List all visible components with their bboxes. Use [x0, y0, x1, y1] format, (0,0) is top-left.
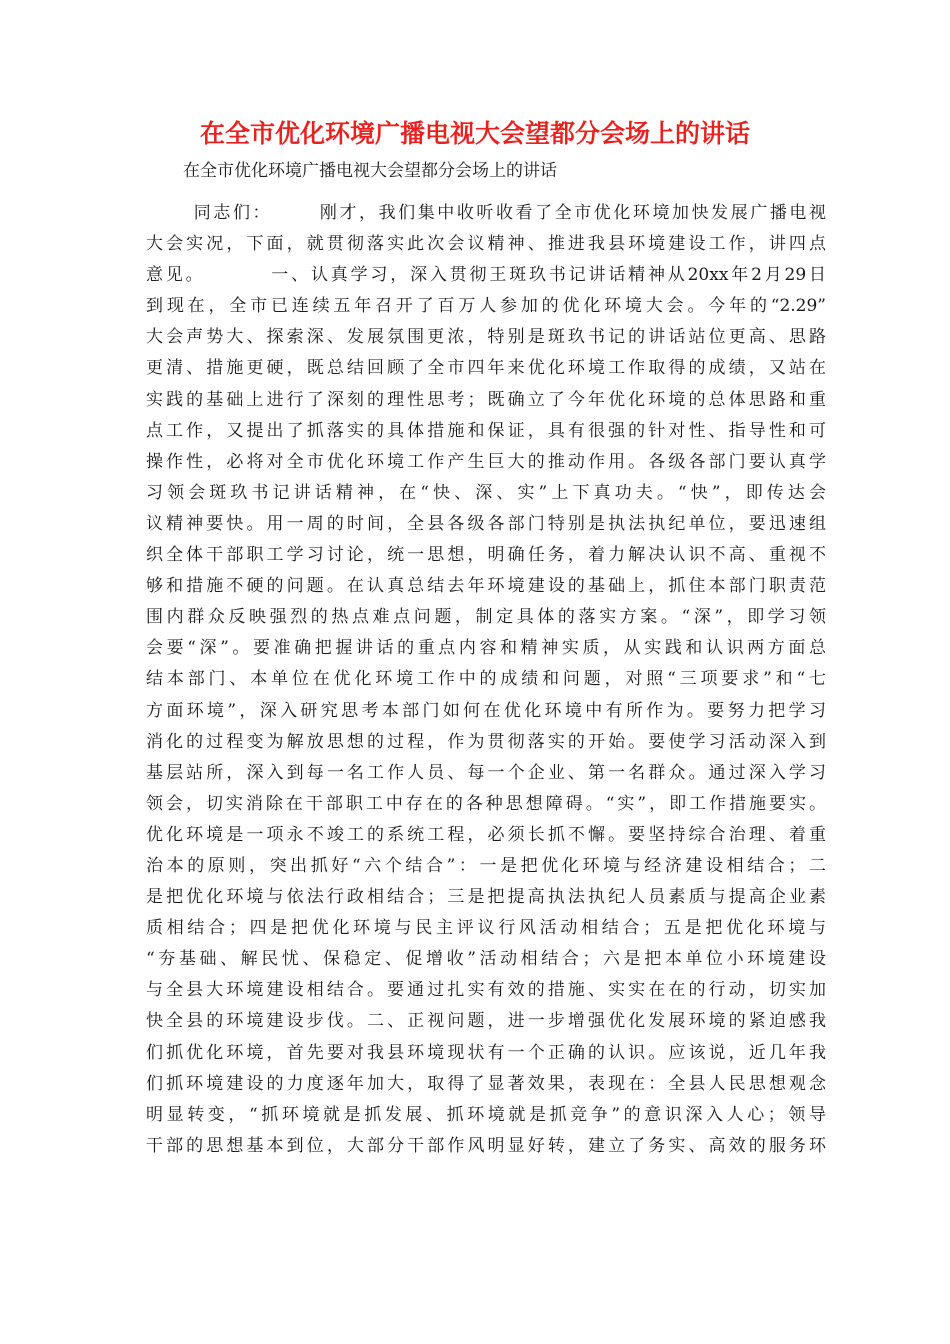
body-line: 领会，切实消除在干部职工中存在的各种思想障碍。“实”，即工作措施要实。: [146, 793, 826, 814]
body-line: 质相结合；四是把优化环境与民主评议行风活动相结合；五是把优化环境与: [146, 918, 826, 939]
body-line: 消化的过程变为解放思想的过程，作为贯彻落实的开始。要使学习活动深入到: [146, 731, 826, 752]
body-line: 议精神要快。用一周的时间，全县各级各部门特别是执法执纪单位，要迅速组: [146, 513, 826, 534]
body-line: 会要“深”。要准确把握讲话的重点内容和精神实质，从实践和认识两方面总: [146, 638, 826, 659]
body-line: 是把优化环境与依法行政相结合；三是把提高执法执纪人员素质与提高企业素: [146, 887, 826, 908]
body-line: “夯基础、解民忧、保稳定、促增收”活动相结合；六是把本单位小环境建设: [146, 949, 826, 970]
body-line: 织全体干部职工学习讨论，统一思想，明确任务，着力解决认识不高、重视不: [146, 545, 826, 566]
body-line: 到现在，全市已连续五年召开了百万人参加的优化环境大会。今年的“2.29”: [146, 296, 826, 317]
body-line: 优化环境是一项永不竣工的系统工程，必须长抓不懈。要坚持综合治理、着重: [146, 824, 826, 845]
document-subtitle: 在全市优化环境广播电视大会望都分会场上的讲话: [183, 161, 557, 181]
body-line: 同志们： 刚才，我们集中收听收看了全市优化环境加快发展广播电视: [146, 203, 826, 223]
body-line: 意见。 一、认真学习，深入贯彻王斑玖书记讲话精神从20xx年2月29日: [146, 265, 826, 286]
body-line: 习领会斑玖书记讲话精神，在“快、深、实”上下真功夫。“快”，即传达会: [146, 482, 826, 503]
body-line: 们抓环境建设的力度逐年加大，取得了显著效果，表现在：全县人民思想观念: [146, 1073, 826, 1094]
document-title: 在全市优化环境广播电视大会望都分会场上的讲话: [199, 119, 750, 148]
body-line: 治本的原则，突出抓好“六个结合”：一是把优化环境与经济建设相结合；二: [146, 855, 826, 876]
body-line: 基层站所，深入到每一名工作人员、每一个企业、第一名群众。通过深入学习: [146, 762, 826, 783]
body-line: 干部的思想基本到位，大部分干部作风明显好转，建立了务实、高效的服务环: [146, 1135, 826, 1156]
body-line: 操作性，必将对全市优化环境工作产生巨大的推动作用。各级各部门要认真学: [146, 451, 826, 472]
body-line: 与全县大环境建设相结合。要通过扎实有效的措施、实实在在的行动，切实加: [146, 980, 826, 1001]
body-line: 大会实况，下面，就贯彻落实此次会议精神、推进我县环境建设工作，讲四点: [146, 234, 826, 255]
body-line: 围内群众反映强烈的热点难点问题，制定具体的落实方案。“深”，即学习领: [146, 607, 826, 628]
body-line: 实践的基础上进行了深刻的理性思考；既确立了今年优化环境的总体思路和重: [146, 389, 826, 410]
body-line: 快全县的环境建设步伐。二、正视问题，进一步增强优化发展环境的紧迫感我: [146, 1011, 826, 1032]
body-text: [146, 198, 826, 1162]
body-line: 方面环境”，深入研究思考本部门如何在优化环境中有所作为。要努力把学习: [146, 700, 826, 721]
body-line: 们抓优化环境，首先要对我县环境现状有一个正确的认识。应该说，近几年我: [146, 1042, 826, 1063]
body-line: 大会声势大、探索深、发展氛围更浓，特别是斑玖书记的讲话站位更高、思路: [146, 327, 826, 348]
body-line: 更清、措施更硬，既总结回顾了全市四年来优化环境工作取得的成绩，又站在: [146, 358, 826, 379]
body-line: 够和措施不硬的问题。在认真总结去年环境建设的基础上，抓住本部门职责范: [146, 576, 826, 597]
body-line: 明显转变，“抓环境就是抓发展、抓环境就是抓竞争”的意识深入人心；领导: [146, 1104, 826, 1125]
body-line: 结本部门、本单位在优化环境工作中的成绩和问题，对照“三项要求”和“七: [146, 669, 826, 690]
body-line: 点工作，又提出了抓落实的具体措施和保证，具有很强的针对性、指导性和可: [146, 420, 826, 441]
